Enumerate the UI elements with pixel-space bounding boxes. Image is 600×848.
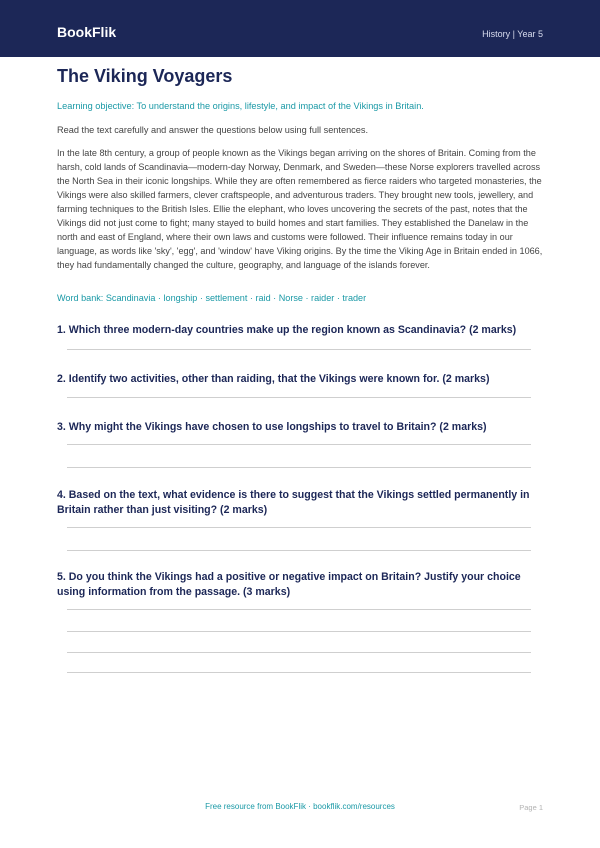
answer-line[interactable] <box>67 527 531 528</box>
brand-logo-text: BookFlik <box>57 24 117 40</box>
answer-line[interactable] <box>67 444 531 445</box>
subject-year-label: History | Year 5 <box>482 29 543 39</box>
footer-credit: Free resource from BookFlik · bookflik.com/resources <box>205 802 395 811</box>
answer-line[interactable] <box>67 609 531 610</box>
answer-line[interactable] <box>67 550 531 551</box>
question-4: 4. Based on the text, what evidence is there to suggest that the Vikings settled permanently in Britain rather than just visiting? (2 marks) <box>57 489 530 516</box>
question-2: 2. Identify two activities, other than raiding, that the Vikings were known for. (2 marks) <box>57 373 490 385</box>
learning-objective: Learning objective: To understand the origins, lifestyle, and impact of the Vikings in Britain. <box>57 101 424 111</box>
answer-line[interactable] <box>67 631 531 632</box>
header-bar <box>0 0 600 57</box>
answer-line[interactable] <box>67 672 531 673</box>
reading-passage: In the late 8th century, a group of people known as the Vikings began arriving on the shores of Britain. Coming from the harsh, cold lands of Scandinavia—modern-day Norway, Denmark, and Sweden—these Norse explorers travelled across the North Sea in their iconic longships. While they are often remembered as fierce raiders who targeted monasteries, the Vikings were also skilled farmers, clever craftspeople, and adventurous traders. They brought new tools, jewellery, and farming techniques to the British Isles. Ellie the elephant, who loves uncovering the secrets of the past, notes that the Vikings did not just come to fight; many stayed to build homes and start families. They established the Danelaw in the north and east of England, where their own laws and customs were followed. Their influence remains today in our language, as words like 'sky', 'egg', and 'window' have Viking origins. By the time the Viking Age in Britain ended in 1066, they had fundamentally changed the culture, geography, and language of the islands forever. <box>57 148 543 270</box>
answer-line[interactable] <box>67 397 531 398</box>
question-3: 3. Why might the Vikings have chosen to use longships to travel to Britain? (2 marks) <box>57 421 487 433</box>
page-title: The Viking Voyagers <box>57 66 233 86</box>
question-1: 1. Which three modern-day countries make up the region known as Scandinavia? (2 marks) <box>57 324 517 336</box>
answer-line[interactable] <box>67 467 531 468</box>
page-number: Page 1 <box>519 803 543 812</box>
instructions: Read the text carefully and answer the questions below using full sentences. <box>57 125 369 135</box>
word-bank: Word bank: Scandinavia · longship · settlement · raid · Norse · raider · trader <box>57 293 367 303</box>
question-5: 5. Do you think the Vikings had a positive or negative impact on Britain? Justify your choice using information from the passage. (3 marks) <box>57 571 521 598</box>
answer-line[interactable] <box>67 349 531 350</box>
answer-line[interactable] <box>67 652 531 653</box>
